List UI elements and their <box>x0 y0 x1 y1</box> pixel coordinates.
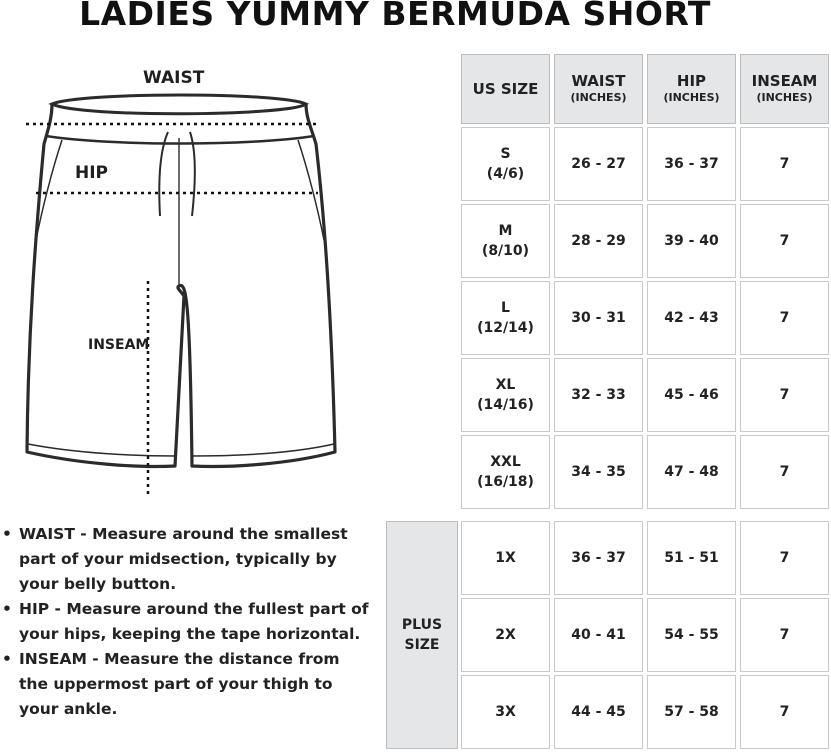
note-inseam: • INSEAM - Measure the distance from the uppermost part of your thigh to your ankle. <box>2 650 340 718</box>
page-title: LADIES YUMMY BERMUDA SHORT <box>79 0 711 33</box>
inseam-cell: 7 <box>740 435 829 509</box>
size-cell: 3X <box>461 675 550 749</box>
waist-cell: 44 - 45 <box>554 675 643 749</box>
waist-cell: 40 - 41 <box>554 598 643 672</box>
waist-cell: 26 - 27 <box>554 127 643 201</box>
header-inseam: INSEAM (INCHES) <box>740 54 829 124</box>
shorts-outline <box>27 104 335 466</box>
size-cell: L (12/14) <box>461 281 550 355</box>
inseam-cell: 7 <box>740 521 829 595</box>
waistband-top <box>52 95 306 114</box>
waist-cell: 32 - 33 <box>554 358 643 432</box>
hip-cell: 51 - 51 <box>647 521 736 595</box>
size-cell: S (4/6) <box>461 127 550 201</box>
size-cell: 2X <box>461 598 550 672</box>
size-cell: XL (14/16) <box>461 358 550 432</box>
inseam-cell: 7 <box>740 358 829 432</box>
waist-cell: 30 - 31 <box>554 281 643 355</box>
waist-cell: 34 - 35 <box>554 435 643 509</box>
note-hip: • HIP - Measure around the fullest part of your hips, keeping the tape horizontal. <box>2 600 369 643</box>
hip-cell: 39 - 40 <box>647 204 736 278</box>
inseam-cell: 7 <box>740 675 829 749</box>
hip-cell: 36 - 37 <box>647 127 736 201</box>
measurement-notes <box>2 522 372 722</box>
inseam-cell: 7 <box>740 598 829 672</box>
hip-label: HIP <box>75 163 109 183</box>
waist-label: WAIST <box>143 68 205 88</box>
header-hip: HIP (INCHES) <box>647 54 736 124</box>
size-cell: 1X <box>461 521 550 595</box>
note-waist: • WAIST - Measure around the smallest part of your midsection, typically by your belly button. <box>2 525 348 593</box>
left-hem <box>28 444 176 456</box>
inseam-cell: 7 <box>740 204 829 278</box>
header-us-size: US SIZE <box>461 54 550 124</box>
hip-cell: 42 - 43 <box>647 281 736 355</box>
waist-cell: 28 - 29 <box>554 204 643 278</box>
hip-cell: 45 - 46 <box>647 358 736 432</box>
hip-cell: 57 - 58 <box>647 675 736 749</box>
size-cell: M (8/10) <box>461 204 550 278</box>
right-hem <box>191 444 334 456</box>
inseam-label: INSEAM <box>88 337 150 353</box>
plus-size-label: PLUS SIZE <box>386 521 458 749</box>
waistband-bottom <box>46 136 314 144</box>
inseam-cell: 7 <box>740 281 829 355</box>
shorts-diagram <box>0 55 360 505</box>
waist-cell: 36 - 37 <box>554 521 643 595</box>
hip-cell: 47 - 48 <box>647 435 736 509</box>
inseam-cell: 7 <box>740 127 829 201</box>
size-cell: XXL (16/18) <box>461 435 550 509</box>
header-waist: WAIST (INCHES) <box>554 54 643 124</box>
hip-cell: 54 - 55 <box>647 598 736 672</box>
